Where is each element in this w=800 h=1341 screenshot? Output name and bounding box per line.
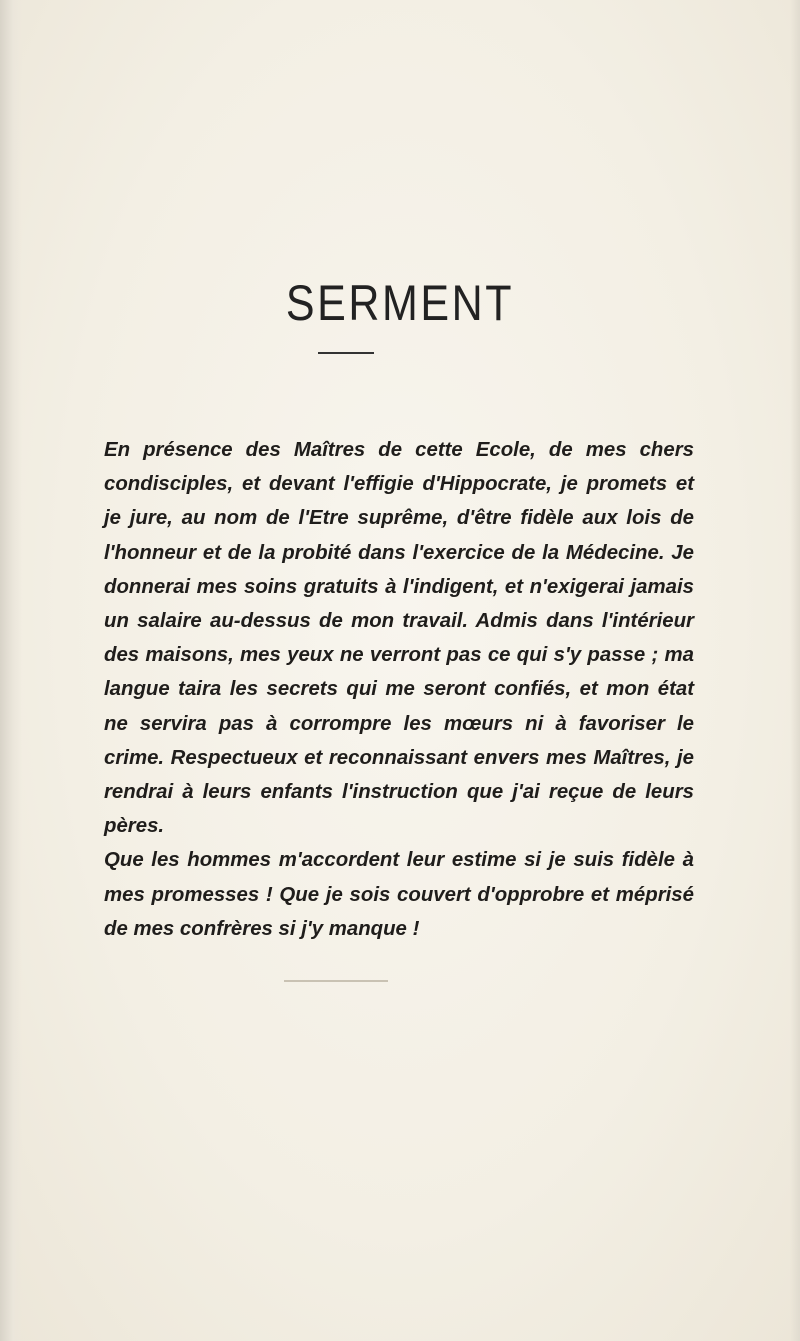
oath-paragraph-1: En présence des Maîtres de cette Ecole, de mes chers condisciples, et devant l'effigie d'Hippocrate, je promets et je jure, au nom de l'Etre suprême, d'être fidèle aux lois de l'honneur et de la probité dans l'exercice de la Médecine. Je donnerai mes soins gratuits à l'indigent, et n'exigerai jamais un salaire au-dessus de mon travail. Admis dans l'intérieur des maisons, mes yeux ne verront pas ce qui s'y passe ; ma langue taira les secrets qui me seront confiés, et mon état ne servira pas à corrompre les mœurs ni à favoriser le crime. Respectueux et reconnaissant envers mes Maîtres, je rendrai à leurs enfants l'instruction que j'ai reçue de leurs pères. — [104, 439, 694, 838]
page-title: SERMENT — [285, 275, 515, 331]
title-divider — [318, 352, 374, 354]
page-left-edge — [0, 0, 22, 1341]
page-right-edge — [790, 0, 800, 1341]
closing-divider — [284, 980, 388, 982]
oath-paragraph-2: Que les hommes m'accordent leur estime si je suis fidèle à mes promesses ! Que je sois couvert d'opprobre et méprisé de mes confrères si j'y manque ! — [104, 849, 694, 940]
oath-text — [104, 433, 694, 946]
